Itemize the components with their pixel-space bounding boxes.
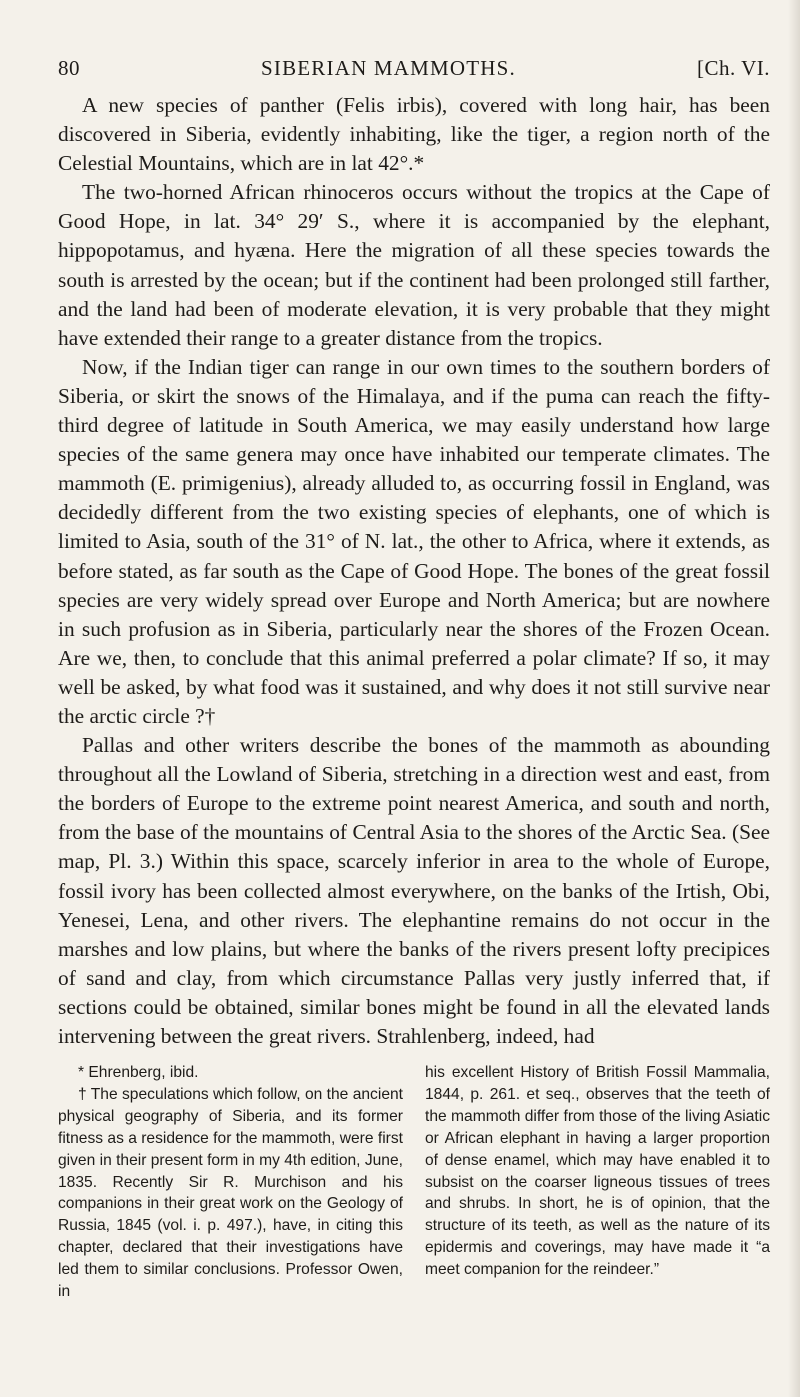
chapter-label: [Ch. VI.	[696, 56, 770, 80]
paragraph-pallas: Pallas and other writers describe the bones of the mammoth as abounding throughout all the Lowland of Siberia, stretching in a direction west and east, from the borders of Europe to the extreme point nearest America, and south and north, from the base of the mountains of Central Asia to the shores of the Arctic Sea. (See map, Pl. 3.) Within this space, scarcely inferior in area to the whole of Europe, fossil ivory has been collected almost everywhere, on the banks of the Irtish, Obi, Yenesei, Lena, and other rivers. The elephantine remains do not occur in the marshes and low plains, but where the banks of the rivers present lofty precipices of sand and clay, from which circumstance Pallas very justly inferred that, if sections could be obtained, similar bones might be found in all the elevated lands intervening between the great rivers. Strahlenberg, indeed, had	[58, 733, 770, 1048]
book-page	[58, 56, 770, 1051]
running-title: SIBERIAN MAMMOTHS.	[261, 56, 516, 80]
footnotes	[58, 1062, 770, 1303]
paragraph-panther: A new species of panther (Felis irbis), covered with long hair, has been discovered in Siberia, evidently inhabiting, like the tiger, a region north of the Celestial Mountains, which are in lat 42°.*	[58, 93, 770, 176]
paragraph-mammoth: Now, if the Indian tiger can range in our own times to the southern borders of Siberia, or skirt the snows of the Himalaya, and if the puma can reach the fifty-third degree of latitude in South America, we may easily understand how large species of the same genera may once have inhabited our temperate climates. The mammoth (E. primigenius), already alluded to, as occurring fossil in England, was decidedly different from the two existing species of elephants, one of which is limited to Asia, south of the 31° of N. lat., the other to Africa, where it extends, as before stated, as far south as the Cape of Good Hope. The bones of the great fossil species are very widely spread over Europe and North America; but are nowhere in such profusion as in Siberia, particularly near the shores of the Frozen Ocean. Are we, then, to conclude that this animal preferred a polar climate? If so, it may well be asked, by what food was it sustained, and why does it not still survive near the arctic circle ?†	[58, 354, 770, 728]
footnote-owen-continued: his excellent History of British Fossil Mammalia, 1844, p. 261. et seq., observes that the teeth of the mammoth differ from those of the living Asiatic or African elephant in having a larger proportion of dense enamel, which may have enabled it to subsist on the coarser ligneous tissues of trees and shrubs. In short, he is of opinion, that the structure of its teeth, as well as the nature of its epidermis and coverings, may have made it “a meet companion for the reindeer.”	[425, 1064, 770, 1279]
footnote-column-right	[425, 1062, 770, 1303]
page-number: 80	[58, 56, 80, 80]
running-head	[58, 56, 770, 81]
footnote-speculations: † The speculations which follow, on the ancient physical geography of Siberia, and its former fitness as a residence for the mammoth, were first given in their present form in my 4th edition, June, 1835. Recently Sir R. Murchison and his companions in their great work on the Geology of Russia, 1845 (vol. i. p. 497.), have, in citing this chapter, declared that their investigations have led them to similar conclusions. Professor Owen, in	[58, 1085, 403, 1301]
paragraph-rhinoceros: The two-horned African rhinoceros occurs without the tropics at the Cape of Good Hope, in lat. 34° 29′ S., where it is accompanied by the elephant, hippopotamus, and hyæna. Here the migration of all these species towards the south is arrested by the ocean; but if the continent had been prolonged still farther, and the land had been of moderate elevation, it is very probable that they might have extended their range to a greater distance from the tropics.	[58, 180, 770, 350]
main-text	[58, 91, 770, 1051]
footnote-column-left	[58, 1062, 403, 1303]
page-edge-shadow	[788, 0, 800, 1397]
footnote-ehrenberg: * Ehrenberg, ibid.	[78, 1064, 199, 1081]
